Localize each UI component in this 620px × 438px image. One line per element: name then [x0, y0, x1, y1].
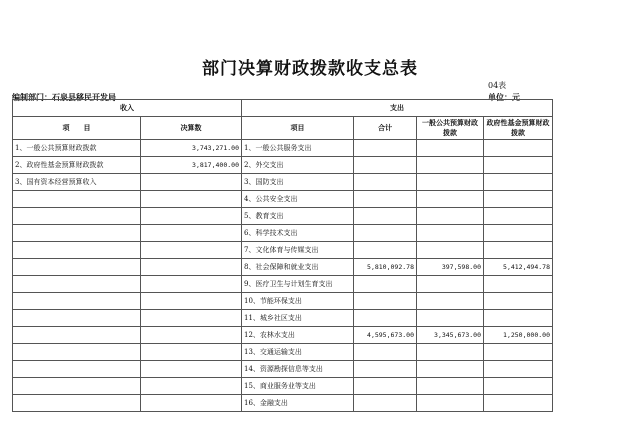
- expense-item-cell: 4、公共安全支出: [242, 191, 354, 208]
- income-amount-cell: [141, 310, 242, 327]
- total-cell: [354, 242, 417, 259]
- table-number: 04表: [488, 81, 507, 90]
- total-cell: 4,595,673.00: [354, 327, 417, 344]
- expense-item-cell: 2、外交支出: [242, 157, 354, 174]
- total-cell: [354, 225, 417, 242]
- expense-item-cell: 7、文化体育与传媒支出: [242, 242, 354, 259]
- report-title: 部门决算财政拨款收支总表: [202, 59, 418, 79]
- total-header: 合计: [354, 117, 417, 140]
- gov-fund-cell: 5,412,494.78: [484, 259, 553, 276]
- income-amount-cell: 3,743,271.00: [141, 140, 242, 157]
- income-item-cell: [13, 378, 141, 395]
- general-budget-cell: [417, 344, 484, 361]
- expense-item-cell: 5、教育支出: [242, 208, 354, 225]
- expense-header: 支出: [242, 100, 553, 117]
- expense-item-cell: 8、社会保障和就业支出: [242, 259, 354, 276]
- income-item-cell: [13, 327, 141, 344]
- expense-item-cell: 6、科学技术支出: [242, 225, 354, 242]
- gov-fund-cell: [484, 276, 553, 293]
- total-cell: [354, 276, 417, 293]
- income-item-cell: 3、国有资本经营预算收入: [13, 174, 141, 191]
- general-budget-cell: [417, 378, 484, 395]
- expense-item-cell: 16、金融支出: [242, 395, 354, 412]
- total-cell: [354, 208, 417, 225]
- expense-item-header: 项目: [242, 117, 354, 140]
- unit-label: 单位：元: [488, 92, 520, 102]
- total-cell: 5,810,092.78: [354, 259, 417, 276]
- income-amount-cell: [141, 242, 242, 259]
- table-row: [13, 395, 553, 412]
- income-amount-cell: [141, 276, 242, 293]
- general-budget-cell: [417, 140, 484, 157]
- income-item-cell: [13, 191, 141, 208]
- income-amount-cell: [141, 361, 242, 378]
- income-amount-cell: [141, 293, 242, 310]
- table-row: [13, 276, 553, 293]
- table-row: [13, 225, 553, 242]
- table-row: [13, 310, 553, 327]
- total-cell: [354, 310, 417, 327]
- income-item-cell: [13, 395, 141, 412]
- expense-item-cell: 10、节能环保支出: [242, 293, 354, 310]
- income-item-cell: [13, 225, 141, 242]
- table-row: [13, 293, 553, 310]
- expense-item-cell: 11、城乡社区支出: [242, 310, 354, 327]
- income-item-cell: [13, 259, 141, 276]
- general-budget-cell: [417, 174, 484, 191]
- gov-fund-cell: [484, 293, 553, 310]
- expense-item-cell: 1、一般公共服务支出: [242, 140, 354, 157]
- total-cell: [354, 293, 417, 310]
- final-amount-header: 决算数: [141, 117, 242, 140]
- total-cell: [354, 361, 417, 378]
- expense-item-cell: 9、医疗卫生与计划生育支出: [242, 276, 354, 293]
- income-amount-cell: [141, 378, 242, 395]
- gov-fund-cell: 1,250,000.00: [484, 327, 553, 344]
- income-amount-cell: [141, 259, 242, 276]
- income-item-cell: [13, 276, 141, 293]
- general-budget-cell: [417, 191, 484, 208]
- general-budget-cell: [417, 361, 484, 378]
- general-budget-cell: [417, 225, 484, 242]
- gov-fund-cell: [484, 310, 553, 327]
- total-cell: [354, 378, 417, 395]
- income-header: 收入: [13, 100, 242, 117]
- gov-fund-cell: [484, 344, 553, 361]
- income-amount-cell: [141, 191, 242, 208]
- organization-label: 编制部门：石泉县移民开发局: [12, 92, 116, 102]
- general-budget-cell: [417, 310, 484, 327]
- income-amount-cell: [141, 208, 242, 225]
- income-amount-cell: [141, 225, 242, 242]
- income-item-header: 项 目: [13, 117, 141, 140]
- general-budget-cell: [417, 293, 484, 310]
- income-item-cell: [13, 361, 141, 378]
- income-item-cell: [13, 344, 141, 361]
- general-budget-cell: [417, 242, 484, 259]
- gov-fund-cell: [484, 157, 553, 174]
- general-budget-header: 一般公共预算财政拨款: [417, 117, 484, 140]
- income-item-cell: 2、政府性基金预算财政拨款: [13, 157, 141, 174]
- gov-fund-cell: [484, 140, 553, 157]
- table-row: [13, 378, 553, 395]
- table-row: [13, 140, 553, 157]
- expense-item-cell: 14、资源勘探信息等支出: [242, 361, 354, 378]
- general-budget-cell: [417, 208, 484, 225]
- income-amount-cell: [141, 344, 242, 361]
- income-amount-cell: 3,817,400.00: [141, 157, 242, 174]
- table-row: [13, 344, 553, 361]
- table-row: [13, 242, 553, 259]
- gov-fund-header: 政府性基金预算财政拨款: [484, 117, 553, 140]
- general-budget-cell: 397,598.00: [417, 259, 484, 276]
- gov-fund-cell: [484, 191, 553, 208]
- gov-fund-cell: [484, 174, 553, 191]
- total-cell: [354, 191, 417, 208]
- general-budget-cell: 3,345,673.00: [417, 327, 484, 344]
- income-amount-cell: [141, 395, 242, 412]
- income-item-cell: [13, 208, 141, 225]
- income-item-cell: [13, 293, 141, 310]
- expense-item-cell: 15、商业服务业等支出: [242, 378, 354, 395]
- gov-fund-cell: [484, 378, 553, 395]
- table-row: [13, 208, 553, 225]
- income-amount-cell: [141, 327, 242, 344]
- expense-item-cell: 13、交通运输支出: [242, 344, 354, 361]
- fiscal-summary-table: [12, 99, 553, 412]
- general-budget-cell: [417, 276, 484, 293]
- gov-fund-cell: [484, 361, 553, 378]
- income-item-cell: [13, 310, 141, 327]
- income-item-cell: 1、一般公共预算财政拨款: [13, 140, 141, 157]
- gov-fund-cell: [484, 225, 553, 242]
- total-cell: [354, 344, 417, 361]
- table-row: [13, 157, 553, 174]
- expense-item-cell: 3、国防支出: [242, 174, 354, 191]
- total-cell: [354, 174, 417, 191]
- total-cell: [354, 157, 417, 174]
- table-row: [13, 361, 553, 378]
- table-row: [13, 174, 553, 191]
- table-row: [13, 259, 553, 276]
- gov-fund-cell: [484, 395, 553, 412]
- expense-item-cell: 12、农林水支出: [242, 327, 354, 344]
- total-cell: [354, 395, 417, 412]
- income-item-cell: [13, 242, 141, 259]
- gov-fund-cell: [484, 242, 553, 259]
- table-row: [13, 327, 553, 344]
- table-row: [13, 191, 553, 208]
- total-cell: [354, 140, 417, 157]
- gov-fund-cell: [484, 208, 553, 225]
- general-budget-cell: [417, 395, 484, 412]
- income-amount-cell: [141, 174, 242, 191]
- general-budget-cell: [417, 157, 484, 174]
